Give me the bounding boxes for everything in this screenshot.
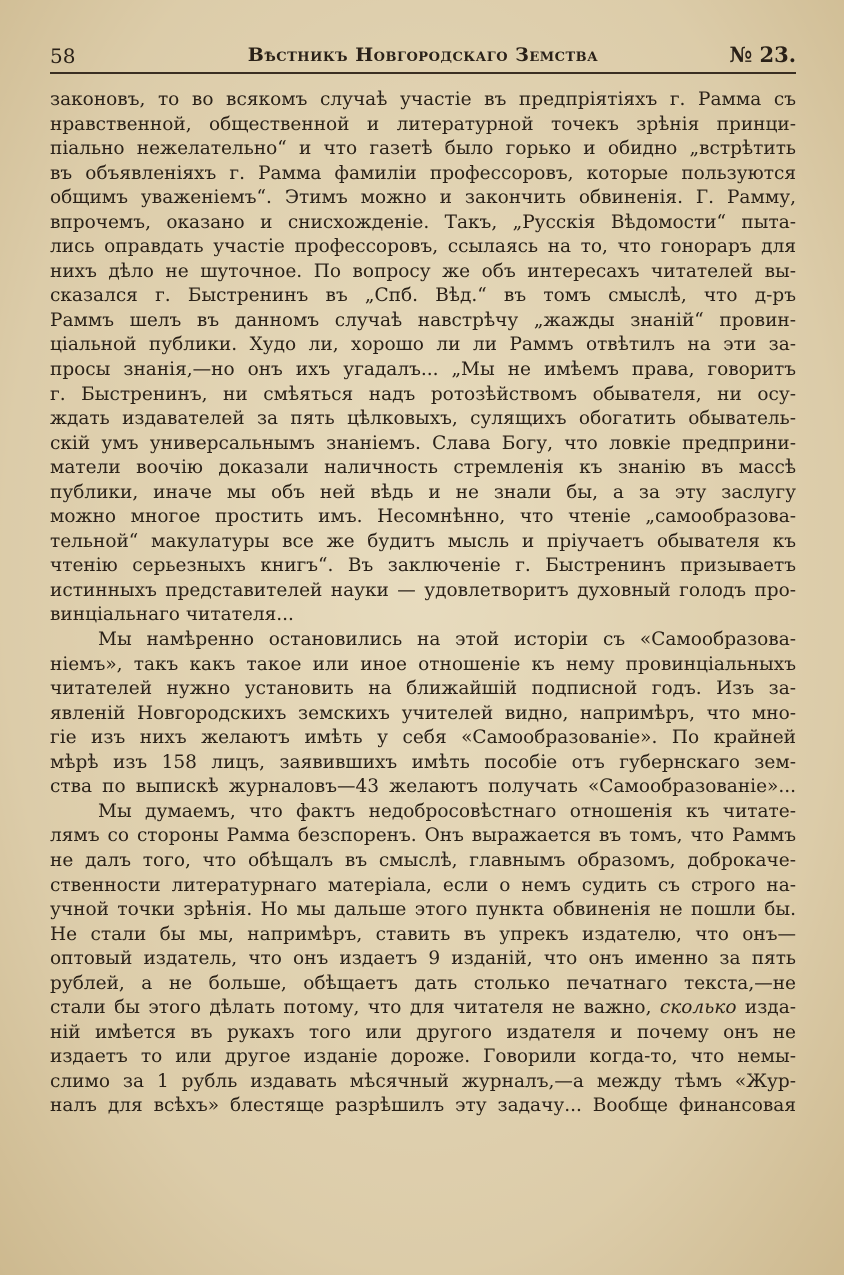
paragraph-end-line: винціальнаго читателя... <box>50 604 294 626</box>
text-line: Раммъ шелъ въ данномъ случаѣ навстрѣчу „жажды знаній“ провин- <box>50 309 796 331</box>
text-segment: стали бы этого дѣлать потому, что для читателя не важно, <box>50 997 652 1019</box>
text-line: рублей, а не больше, обѣщаетъ дать столько печатнаго текста,—не <box>50 972 796 994</box>
paragraph-start-line: Мы намѣренно остановились на этой исторіи съ «Самообразова- <box>98 629 796 651</box>
text-line: слимо за 1 рубль издавать мѣсячный журналъ,—а между тѣмъ «Жур- <box>50 1070 796 1092</box>
text-line: впрочемъ, оказано и снисхожденіе. Такъ, „Русскія Вѣдомости“ пыта- <box>50 211 796 233</box>
text-line: мѣрѣ изъ 158 лицъ, заявившихъ имѣть пособіе отъ губернскаго зем- <box>50 751 796 773</box>
text-line: ственности литературнаго матеріала, если о немъ судить съ строго на- <box>50 874 796 896</box>
text-line: гіе изъ нихъ желаютъ имѣть у себя «Самообразованіе». По крайней <box>50 727 796 749</box>
text-line: общимъ уваженіемъ“. Этимъ можно и закончить обвиненія. Г. Рамму, <box>50 187 796 209</box>
text-line: тельной“ макулатуры все же будитъ мысль и пріучаетъ обывателя къ <box>50 530 796 552</box>
paragraph-start-line: Мы думаемъ, что фактъ недобросовѣстнаго отношенія къ читате- <box>98 800 796 822</box>
text-line: лись оправдать участіе профессоровъ, ссылаясь на то, что гонораръ для <box>50 236 796 258</box>
text-line: оптовый издатель, что онъ издаетъ 9 изданій, что онъ именно за пять <box>50 948 796 970</box>
text-line: истинныхъ представителей науки — удовлетворитъ духовный голодъ про- <box>50 579 796 601</box>
journal-title: Вѣстникъ Новгородскаго Земства <box>247 44 599 66</box>
text-line: сказался г. Быстренинъ въ „Спб. Вѣд.“ въ томъ смыслѣ, что д-ръ <box>50 285 796 307</box>
text-line: Не стали бы мы, напримѣръ, ставить въ упрекъ издателю, что онъ— <box>50 923 796 945</box>
text-line: въ объявленіяхъ г. Рамма фамиліи профессоровъ, которые пользуются <box>50 162 796 184</box>
text-line: просы знанія,—но онъ ихъ угадалъ... „Мы не имѣемъ права, говоритъ <box>50 359 796 381</box>
text-segment: изда- <box>744 997 796 1019</box>
text-line: издаетъ то или другое изданіе дороже. Говорили когда-то, что немы- <box>50 1046 796 1068</box>
text-line: лямъ со стороны Рамма безспоренъ. Онъ выражается въ томъ, что Раммъ <box>50 825 796 847</box>
page-number: 58 <box>50 44 76 68</box>
text-line: публики, иначе мы объ ней вѣдь и не знали бы, а за эту заслугу <box>50 481 796 503</box>
text-line: читателей нужно установить на ближайшій подписной годъ. Изъ за- <box>50 678 796 700</box>
text-line: ждать издавателей за пять цѣлковыхъ, сулящихъ обогатить обыватель- <box>50 408 796 430</box>
paragraph-end-line: ства по выпискѣ журналовъ—43 желаютъ получать «Самообразованіе»... <box>50 776 796 798</box>
text-line: нихъ дѣло не шуточное. По вопросу же объ интересахъ читателей вы- <box>50 260 796 282</box>
running-header <box>50 40 796 74</box>
text-line: можно многое простить имъ. Несомнѣнно, что чтеніе „самообразова- <box>50 506 796 528</box>
text-line: ній имѣется въ рукахъ того или другого издателя и почему онъ не <box>50 1021 796 1043</box>
emphasized-word: сколько <box>659 997 737 1019</box>
issue-number: № 23. <box>729 42 796 67</box>
text-line: ціальной публики. Худо ли, хорошо ли ли Раммъ отвѣтилъ на эти за- <box>50 334 796 356</box>
text-line-with-emphasis <box>50 996 796 1021</box>
text-line: учной точки зрѣнія. Но мы дальше этого пункта обвиненія не пошли бы. <box>50 899 796 921</box>
text-line: налъ для всѣхъ» блестяще разрѣшилъ эту задачу... Вообще финансовая <box>50 1095 796 1117</box>
text-line: матели воочію доказали наличность стремленія къ знанію въ массѣ <box>50 457 796 479</box>
text-line: піально нежелательно“ и что газетѣ было горько и обидно „встрѣтить <box>50 138 796 160</box>
text-line: явленій Новгородскихъ земскихъ учителей видно, напримѣръ, что мно- <box>50 702 796 724</box>
text-line: чтенію серьезныхъ книгъ“. Въ заключеніе г. Быстренинъ призываетъ <box>50 555 796 577</box>
text-line: г. Быстренинъ, ни смѣяться надъ ротозѣйствомъ обывателя, ни осу- <box>50 383 796 405</box>
text-line: не далъ того, что обѣщалъ въ смыслѣ, главнымъ образомъ, доброкаче- <box>50 849 796 871</box>
text-line: скій умъ универсальнымъ знаніемъ. Слава Богу, что ловкіе предприни- <box>50 432 796 454</box>
text-line: ніемъ», такъ какъ такое или иное отношеніе къ нему провинціальныхъ <box>50 653 796 675</box>
text-line: нравственной, общественной и литературной точекъ зрѣнія принци- <box>50 113 796 135</box>
text-line: законовъ, то во всякомъ случаѣ участіе въ предпріятіяхъ г. Рамма съ <box>50 89 796 110</box>
body-text <box>50 88 796 1119</box>
